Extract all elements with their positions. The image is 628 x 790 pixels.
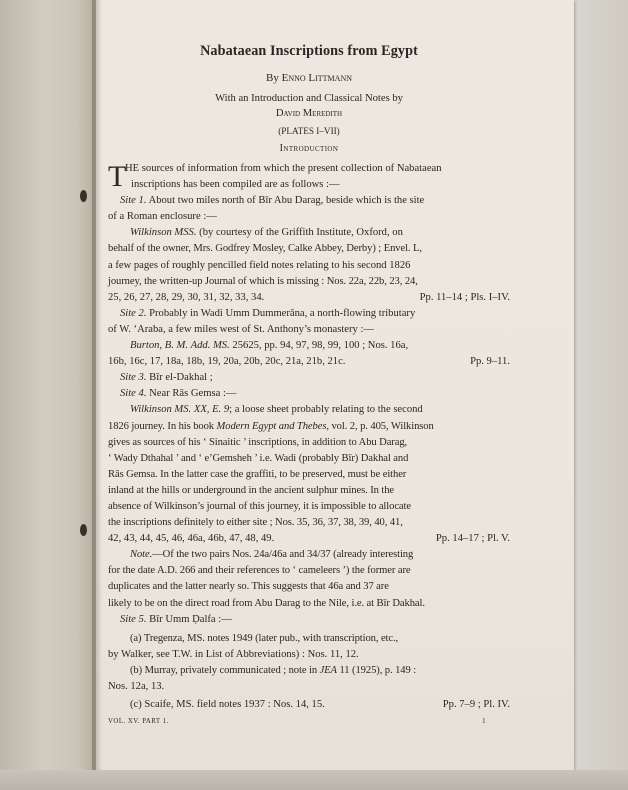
wilkinson-label: Wilkinson MSS. [130, 227, 197, 239]
burton-entry [108, 338, 510, 354]
volume-part: VOL. XV. PART 1. [108, 718, 169, 726]
plate-reference: Pp. 14–17 ; Pl. V. [435, 533, 510, 545]
wilkinson-entry [108, 225, 510, 241]
text-line: 25, 26, 27, 28, 29, 30, 31, 32, 33, 34. [108, 291, 265, 303]
burton-ms: Add. MS. [190, 340, 230, 352]
text-line-with-ref [108, 354, 510, 370]
text-line: (b) Murray, privately communicated ; note in [130, 664, 318, 676]
by-prefix: By [266, 72, 279, 84]
text-line: Bīr Umm Ḍalfa :— [149, 613, 232, 625]
text-line: (c) Scaife, MS. field notes 1937 : Nos. 14, 15. [130, 699, 325, 711]
text-line: for the date A.D. 266 and their references to ‘ cameleers ’) the former are [108, 565, 411, 577]
page-footer [108, 714, 510, 730]
text-line: likely to be on the direct road from Abu Darag to the Nile, i.e. at Bīr Dakhal. [108, 597, 425, 609]
text-line: journey, the written-up Journal of which is missing : Nos. 22a, 22b, 23, 24, [108, 275, 418, 287]
plate-reference: Pp. 9–11. [470, 356, 510, 368]
text-line-with-ref [108, 697, 510, 713]
text-line: , vol. 2, p. 405, Wilkinson [326, 420, 434, 432]
text-line: —Of the two pairs Nos. 24a/46a and 34/37 (already interesting [152, 549, 414, 561]
article-title: Nabataean Inscriptions from Egypt [200, 43, 418, 59]
text-line: inland at the hills or underground in the ancient sulphur mines. In the [108, 484, 395, 496]
text-line-with-ref [108, 531, 510, 547]
text-line: (by courtesy of the Griffith Institute, Oxford, on [199, 227, 403, 239]
byline [108, 71, 510, 86]
site5-entry [108, 612, 510, 628]
site2-label: Site 2. [120, 307, 147, 319]
text-line-with-ref [108, 290, 510, 306]
background [574, 0, 628, 776]
plates-note: (PLATES I–VII) [278, 126, 340, 136]
page-content [108, 42, 510, 730]
coauthor-name: David Meredith [275, 108, 343, 119]
text-line: absence of Wilkinson’s journal of this journey, it is impossible to allocate [108, 500, 411, 512]
text-line: of a Roman enclosure :— [108, 211, 217, 223]
site5-label: Site 5. [120, 613, 147, 625]
text-line: Near Rās Gemsa :— [149, 388, 237, 400]
text-line: Probably in Wadi Umm Dummerāna, a north-flowing tributary [149, 307, 416, 319]
text-line: Nos. 12a, 13. [108, 681, 165, 692]
book-title: Modern Egypt and Thebes [216, 420, 327, 432]
text-line: of W. ‘Araba, a few miles west of St. Anthony’s monastery :— [108, 323, 374, 335]
text-line: 1826 journey. In his book [108, 420, 214, 432]
text-line: Bīr el-Dakhal ; [149, 372, 213, 384]
text-line: a few pages of roughly pencilled field notes relating to his second 1826 [108, 259, 411, 271]
text-line: (a) Tregenza, MS. notes 1949 (later pub., with transcription, etc., [130, 632, 399, 644]
murray-entry [108, 663, 510, 679]
table-surface [0, 770, 628, 790]
text-line: 16b, 16c, 17, 18a, 18b, 19, 20a, 20b, 20c, 21a, 21b, 21c. [108, 356, 346, 368]
site4-label: Site 4. [120, 388, 147, 400]
page-gutter-shadow [92, 0, 102, 790]
drop-cap: T [108, 160, 127, 193]
binding-hole-top [80, 190, 87, 202]
intro-credit: With an Introduction and Classical Notes by [215, 93, 403, 104]
text-line: behalf of the owner, Mrs. Godfrey Mosley, Calke Abbey, Derby) ; Envel. L, [108, 243, 422, 255]
text-line: About two miles north of Bīr Abu Darag, beside which is the site [148, 195, 425, 207]
site1-entry [108, 193, 510, 209]
text-line: ; a loose sheet probably relating to the second [229, 404, 423, 416]
site1-label: Site 1. [120, 195, 147, 207]
site3-label: Site 3. [120, 372, 147, 384]
text-line: 42, 43, 44, 45, 46, 46a, 46b, 47, 48, 49. [108, 533, 275, 545]
text-line: duplicates and the latter nearly so. This suggests that 46a and 37 are [108, 581, 389, 593]
page-number: 1 [482, 718, 486, 726]
binding-hole-bottom [80, 524, 87, 536]
burton-label: Burton, B. M. [130, 340, 188, 352]
text-line: ‘ Wady Dthahal ’ and ‘ e’Gemsheh ’ i.e. Wadi (probably Bīr) Dakhal and [108, 452, 409, 464]
text-line: the inscriptions definitely to either site ; Nos. 35, 36, 37, 38, 39, 40, 41, [108, 517, 403, 529]
text-line: HE sources of information from which the present collection of Nabataean [125, 163, 442, 174]
text-line: inscriptions has been compiled are as follows :— [131, 179, 340, 191]
text-line: by Walker, see T.W. in List of Abbreviations) : Nos. 11, 12. [108, 648, 359, 660]
text-line: 11 (1925), p. 149 : [339, 664, 417, 676]
facing-page-edge [0, 0, 96, 790]
note-entry [108, 547, 510, 563]
text-line: Rās Gemsa. In the latter case the graffiti, to be preserved, must be either [108, 468, 407, 480]
wilkinson-ms-label: Wilkinson MS. XX, E. 9 [130, 404, 230, 416]
site4-entry [108, 386, 510, 402]
section-heading: Introduction [279, 143, 339, 154]
wilkinson-ms-entry [108, 402, 510, 418]
text-line-book [108, 419, 510, 435]
plate-reference: Pp. 7–9 ; Pl. IV. [442, 699, 510, 711]
text-line: 25625, pp. 94, 97, 98, 99, 100 ; Nos. 16a, [232, 340, 409, 352]
site3-entry [108, 370, 510, 386]
journal-abbrev: JEA [319, 664, 337, 676]
note-label: Note. [130, 549, 153, 561]
text-line: gives as sources of his ‘ Sinaitic ’ inscriptions, in addition to Abu Darag, [108, 436, 408, 448]
opening-paragraph [108, 161, 510, 193]
site2-entry [108, 306, 510, 322]
plate-reference: Pp. 11–14 ; Pls. I–IV. [419, 291, 510, 303]
author-name: Enno Littmann [281, 72, 352, 84]
